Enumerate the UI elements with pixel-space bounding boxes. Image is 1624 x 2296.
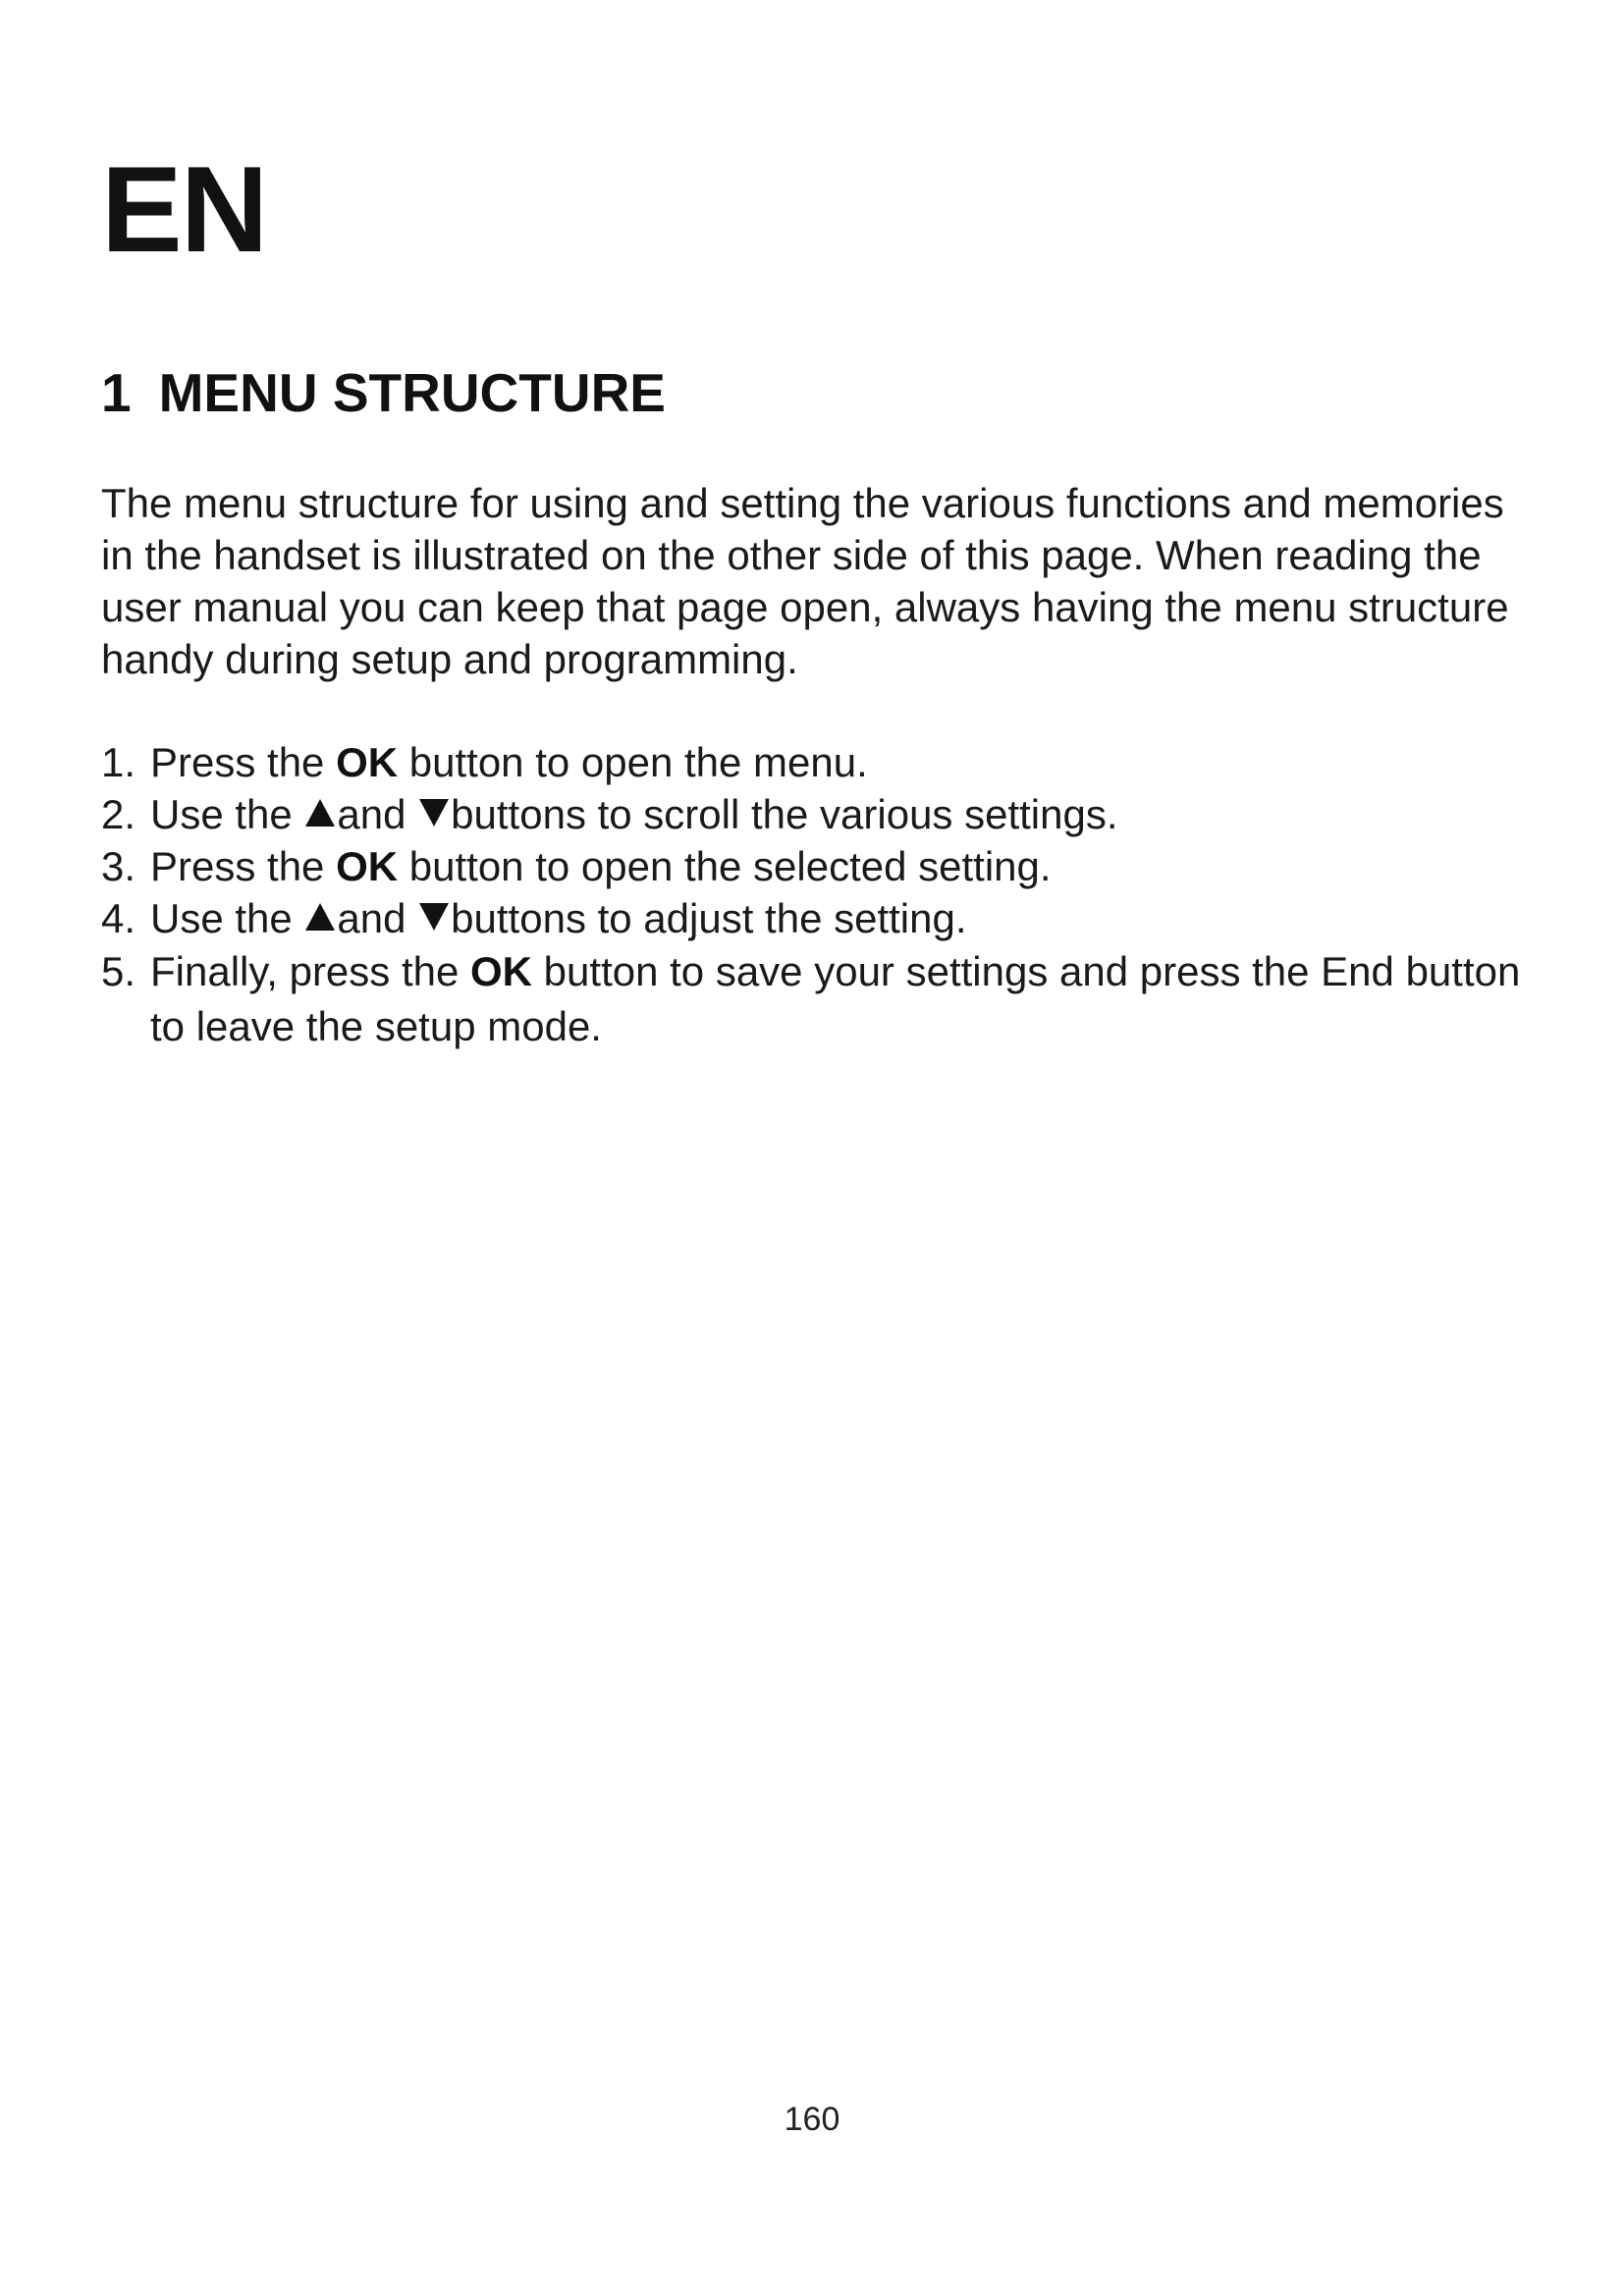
step-text: Press the OK button to open the selected setting. <box>150 843 1052 889</box>
step-text: Use the and buttons to adjust the setting. <box>150 895 967 941</box>
step-number: 5. <box>101 948 136 994</box>
steps-list <box>101 736 1535 1054</box>
section-number: 1 <box>101 362 132 423</box>
language-code: EN <box>101 142 267 278</box>
step-item <box>101 840 1535 892</box>
step-number: 1. <box>101 739 136 785</box>
section-title: MENU STRUCTURE <box>158 362 666 423</box>
section-heading <box>101 363 666 423</box>
step-item <box>101 788 1535 840</box>
ok-button-label: OK <box>470 948 533 994</box>
ok-button-label: OK <box>336 843 399 889</box>
step-text: Finally, press the OK button to save your settings and press the End button to leave the setup mode. <box>150 948 1521 1049</box>
ok-button-label: OK <box>336 739 399 785</box>
step-text: Press the OK button to open the menu. <box>150 739 868 785</box>
up-arrow-icon <box>305 903 335 931</box>
step-number: 3. <box>101 843 136 889</box>
intro-paragraph: The menu structure for using and setting the various functions and memories in the handset is illustrated on the other side of this page. When reading the user manual you can keep that page open, always having the menu structure handy during setup and programming. <box>101 480 1509 682</box>
page-number: 160 <box>784 2101 840 2138</box>
step-item <box>101 944 1535 1054</box>
step-number: 2. <box>101 791 136 837</box>
step-item <box>101 736 1535 788</box>
down-arrow-icon <box>419 903 449 931</box>
step-number: 4. <box>101 895 136 941</box>
step-text: Use the and buttons to scroll the various settings. <box>150 791 1118 837</box>
down-arrow-icon <box>419 799 449 827</box>
up-arrow-icon <box>305 799 335 827</box>
step-item <box>101 892 1535 944</box>
